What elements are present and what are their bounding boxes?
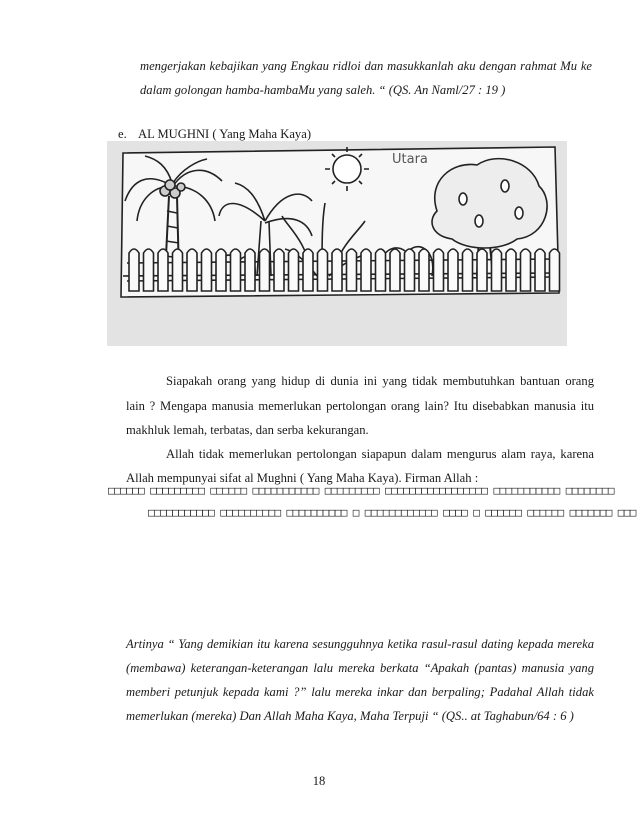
paragraph-2-line-2: Allah mempunyai sifat al Mughni ( Yang Maha Kaya). Firman Allah :: [126, 471, 479, 485]
fence-picket: [376, 249, 386, 291]
fence-picket: [318, 249, 328, 291]
translation-line-3: memberi petunjuk kepada kami ?” lalu mereka inkar dan berpaling; Padahal Allah tidak: [126, 685, 594, 699]
fence-picket: [521, 249, 531, 291]
fence-picket: [361, 249, 371, 291]
fence-picket: [289, 249, 299, 291]
paragraph-1-line-3: makhluk lemah, terbatas, dan serba kekurangan.: [126, 423, 369, 437]
fence-picket: [332, 249, 342, 291]
garden-illustration: [107, 141, 567, 346]
fence-picket: [405, 249, 415, 291]
fence-picket: [550, 249, 560, 291]
fence-picket: [492, 249, 502, 291]
translation-line-4: memerlukan (mereka) Dan Allah Maha Kaya, Maha Terpuji “ (QS.. at Taghabun/64 : 6 ): [126, 709, 574, 723]
fence-picket: [173, 249, 183, 291]
fence-picket: [231, 249, 241, 291]
fence-picket: [245, 249, 255, 291]
fence-picket: [448, 249, 458, 291]
fence-picket: [390, 249, 400, 291]
section-letter: e.: [118, 127, 127, 141]
fence-picket: [260, 249, 270, 291]
fence-picket: [187, 249, 197, 291]
translation-line-1: Artinya “ Yang demikian itu karena sesungguhnya ketika rasul-rasul dating kepada mereka: [126, 637, 594, 651]
quote-line-2: dalam golongan hamba-hambaMu yang saleh. “ (QS. An Naml/27 : 19 ): [140, 83, 506, 97]
paragraph-1-line-1: Siapakah orang yang hidup di dunia ini yang tidak membutuhkan bantuan orang: [166, 374, 594, 388]
fence-picket: [506, 249, 516, 291]
fence-picket: [216, 249, 226, 291]
fence-picket: [274, 249, 284, 291]
arabic-verse-line-1: □□□□□□ □□□□□□□□□ □□□□□□ □□□□□□□□□□□ □□□□□□□□□ □□□□□□□□□□□□□□□□□ □□□□□□□□□□□ □□□□□□□□: [108, 484, 614, 497]
section-heading: [118, 126, 311, 142]
fence-picket: [535, 249, 545, 291]
page-number: 18: [312, 774, 326, 788]
fence-picket: [347, 249, 357, 291]
fence-picket: [303, 249, 313, 291]
fence-picket: [158, 249, 168, 291]
fence-picket: [419, 249, 429, 291]
fence-picket: [434, 249, 444, 291]
section-title: AL MUGHNI ( Yang Maha Kaya): [138, 127, 312, 141]
illustration-text-fragment: Utara: [392, 152, 428, 167]
arabic-verse-line-2: □□□□□□□□□□□ □□□□□□□□□□ □□□□□□□□□□ □ □□□□□□□□□□□□ □□□□ □ □□□□□□ □□□□□□ □□□□□□□ □□□: [148, 506, 636, 519]
fence-picket: [463, 249, 473, 291]
fence-picket: [129, 249, 139, 291]
fence-picket: [144, 249, 154, 291]
fence-picket: [202, 249, 212, 291]
paragraph-2-line-1: Allah tidak memerlukan pertolongan siapapun dalam mengurus alam raya, karena: [166, 447, 594, 461]
paragraph-1-line-2: lain ? Mengapa manusia memerlukan pertolongan orang lain? Itu disebabkan manusia itu: [126, 399, 594, 413]
fence-picket: [477, 249, 487, 291]
quote-line-1: mengerjakan kebajikan yang Engkau ridloi dan masukkanlah aku dengan rahmat Mu ke: [140, 59, 592, 73]
translation-line-2: (membawa) keterangan-keterangan lalu mereka berkata “Apakah (pantas) manusia yang: [126, 661, 594, 675]
